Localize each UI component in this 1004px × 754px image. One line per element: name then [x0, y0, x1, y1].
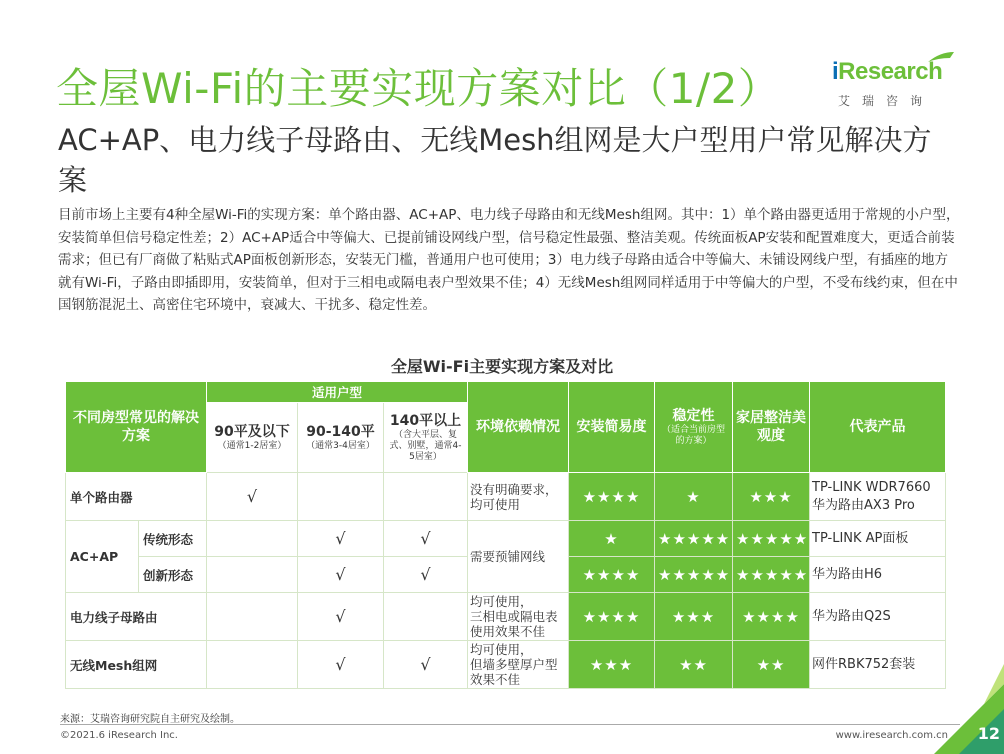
cell-env: 均可使用， 三相电或隔电表使用效果不佳 [468, 593, 569, 641]
row-label: 单个路由器 [66, 473, 207, 521]
cell-size-large: √ [384, 641, 468, 689]
cell-size-large: √ [384, 557, 468, 593]
cell-product: 华为路由H6 [810, 557, 946, 593]
header-size-medium: 90-140平 （通常3-4居室） [298, 403, 384, 473]
header-env: 环境依赖情况 [468, 382, 569, 473]
iresearch-logo [826, 56, 956, 116]
table-row-mesh [66, 641, 946, 689]
cell-size-medium: √ [298, 593, 384, 641]
cell-size-large: √ [384, 521, 468, 557]
cell-product: 华为路由Q2S [810, 593, 946, 641]
header-size-small: 90平及以下 （通常1-2居室） [207, 403, 298, 473]
cell-size-large [384, 473, 468, 521]
header-group-size: 适用户型 [207, 382, 468, 403]
row-sublabel: 传统形态 [139, 521, 207, 557]
cell-product: TP-LINK AP面板 [810, 521, 946, 557]
cell-install-rating: ★★★★ [569, 473, 655, 521]
cell-install-rating: ★★★★ [569, 593, 655, 641]
row-label: 电力线子母路由 [66, 593, 207, 641]
header-install: 安装简易度 [569, 382, 655, 473]
logo-wordmark: iResearch [832, 58, 943, 85]
row-label-acap: AC+AP [66, 521, 139, 593]
row-sublabel: 创新形态 [139, 557, 207, 593]
cell-beauty-rating: ★★★★ [733, 593, 810, 641]
cell-size-small [207, 641, 298, 689]
footer-divider [60, 724, 960, 725]
logo-chinese-name: 艾瑞咨询 [838, 94, 935, 108]
source-note: 来源：艾瑞咨询研究院自主研究及绘制。 [60, 714, 240, 725]
row-label: 无线Mesh组网 [66, 641, 207, 689]
cell-stability-rating: ★★ [655, 641, 733, 689]
table-title: 全屋Wi-Fi主要实现方案及对比 [390, 357, 614, 376]
cell-size-large [384, 593, 468, 641]
cell-size-small [207, 557, 298, 593]
page-number: 12 [977, 724, 1000, 743]
cell-stability-rating: ★★★★★ [655, 557, 733, 593]
cell-beauty-rating: ★★★ [733, 473, 810, 521]
header-product: 代表产品 [810, 382, 946, 473]
page-title: 全屋Wi-Fi的主要实现方案对比（1/2） [56, 64, 781, 113]
cell-beauty-rating: ★★ [733, 641, 810, 689]
cell-env: 需要预铺网线 [468, 521, 569, 593]
header-scheme: 不同房型常见的解决方案 [66, 382, 207, 473]
website-url: www.iresearch.com.cn [835, 730, 948, 741]
cell-beauty-rating: ★★★★★ [733, 521, 810, 557]
header-beauty: 家居整洁美观度 [733, 382, 810, 473]
cell-install-rating: ★★★ [569, 641, 655, 689]
cell-stability-rating: ★ [655, 473, 733, 521]
cell-size-small: √ [207, 473, 298, 521]
cell-beauty-rating: ★★★★★ [733, 557, 810, 593]
cell-size-small [207, 521, 298, 557]
cell-stability-rating: ★★★ [655, 593, 733, 641]
cell-env: 没有明确要求，均可使用 [468, 473, 569, 521]
cell-install-rating: ★★★★ [569, 557, 655, 593]
cell-product: 网件RBK752套装 [810, 641, 946, 689]
cell-env: 均可使用， 但墙多壁厚户型效果不佳 [468, 641, 569, 689]
cell-size-small [207, 593, 298, 641]
table-row-acap-traditional [66, 521, 946, 557]
cell-size-medium [298, 473, 384, 521]
comparison-table [65, 381, 946, 689]
copyright: ©2021.6 iResearch Inc. [60, 730, 178, 741]
table-row-router [66, 473, 946, 521]
cell-size-medium: √ [298, 521, 384, 557]
cell-install-rating: ★ [569, 521, 655, 557]
header-stability: 稳定性 （适合当前房型的方案） [655, 382, 733, 473]
cell-product: TP-LINK WDR7660 华为路由AX3 Pro [810, 473, 946, 521]
table-row-plc [66, 593, 946, 641]
cell-stability-rating: ★★★★★ [655, 521, 733, 557]
header-size-large: 140平以上 （含大平层、复式、别墅，通常4-5居室） [384, 403, 468, 473]
page-subtitle: AC+AP、电力线子母路由、无线Mesh组网是大户型用户常见解决方案 [58, 123, 932, 197]
cell-size-medium: √ [298, 641, 384, 689]
body-paragraph: 目前市场上主要有4种全屋Wi-Fi的实现方案：单个路由器、AC+AP、电力线子母路由和无线Mesh组网。其中：1）单个路由器更适用于常规的小户型，安装简单但信号稳定性差；2）AC+AP适合中等偏大、已提前铺设网线户型，信号稳定性最强、整洁美观。传统面板AP安装和配置难度大，更适合前装需求；但已有厂商做了粘贴式AP面板创新形态，安装无门槛，普通用户也可使用；3）电力线子母路由适合中等偏大、未铺设网线户型，有插座的地方就有Wi-Fi，子路由即插即用，安装简单，但对于三相电或隔电表户型效果不佳；4）无线Mesh组网同样适用于中等偏大的户型，不受布线约束，但在中国钢筋混泥土、高密住宅环境中，衰减大、干扰多、稳定性差。 [58, 207, 960, 313]
cell-size-medium: √ [298, 557, 384, 593]
